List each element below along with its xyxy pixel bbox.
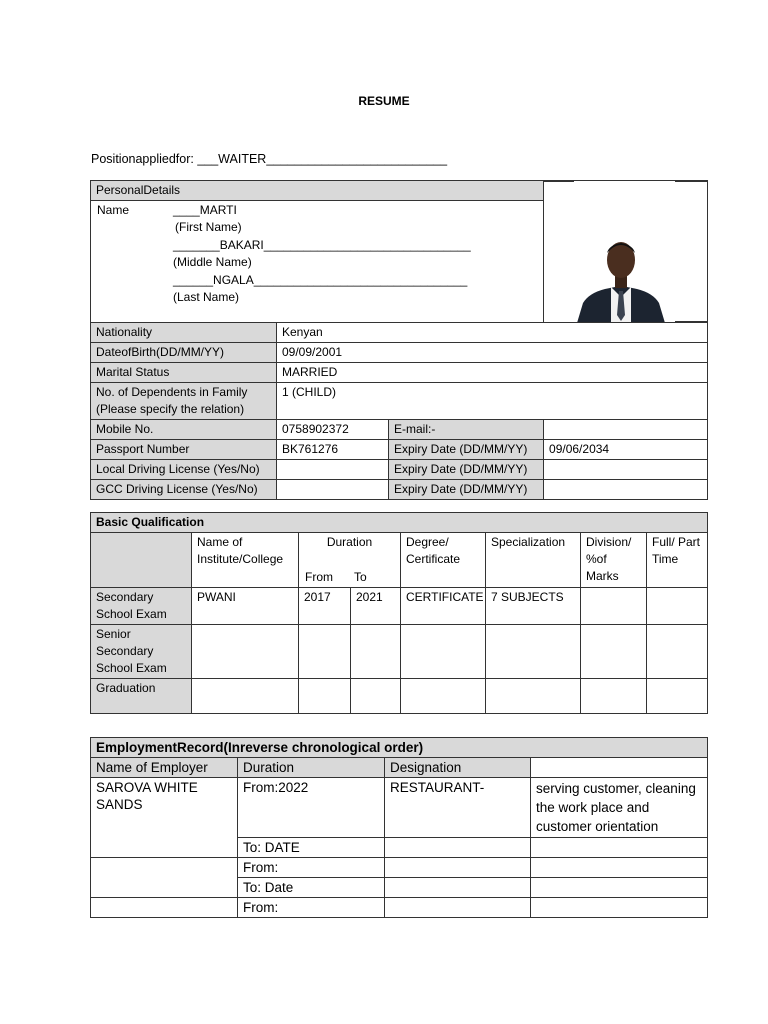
employment-duties-cont: [531, 838, 708, 858]
col-duties-header: [531, 758, 708, 778]
qual-level-header: [91, 533, 192, 588]
employment-duties: serving customer, cleaning the work place and customer orientation: [531, 778, 708, 838]
resume-title: RESUME: [358, 94, 410, 108]
col-from: From: [305, 569, 333, 584]
qualification-header: Basic Qualification: [91, 513, 708, 533]
qual-to: 2021: [351, 587, 401, 624]
middle-name-value: _______BAKARI_______________________________: [173, 238, 471, 252]
employment-to: To: Date: [238, 878, 385, 898]
employment-from: From:: [238, 898, 385, 918]
col-to: To: [354, 569, 367, 584]
dependents-label-line1: No. of Dependents in Family: [96, 385, 248, 399]
employment-from: From:: [238, 858, 385, 878]
gcc-license-label: GCC Driving License (Yes/No): [91, 480, 277, 500]
dependents-label: [91, 383, 277, 420]
employment-header: EmploymentRecord(Inreverse chronological order): [91, 738, 708, 758]
employment-designation-cont: [385, 878, 531, 898]
passport-expiry-value: 09/06/2034: [544, 440, 708, 460]
col-institute: Name of Institute/College: [192, 533, 299, 588]
first-name-caption: (First Name): [175, 220, 242, 234]
employment-duties-cont: [531, 878, 708, 898]
qual-specialization: [486, 624, 581, 678]
passport-expiry-label: Expiry Date (DD/MM/YY): [389, 440, 544, 460]
col-specialization: Specialization: [486, 533, 581, 588]
local-license-expiry-value: [544, 460, 708, 480]
email-label: E-mail:-: [389, 420, 544, 440]
qual-division: [581, 678, 647, 713]
name-label: Name: [97, 203, 130, 217]
local-license-expiry-label: Expiry Date (DD/MM/YY): [389, 460, 544, 480]
dob-value: 09/09/2001: [277, 343, 708, 363]
employment-to: To: DATE: [238, 838, 385, 858]
col-employer: Name of Employer: [91, 758, 238, 778]
employment-designation: [385, 898, 531, 918]
qual-division: [581, 624, 647, 678]
personal-details-header: PersonalDetails: [91, 181, 544, 201]
nationality-label: Nationality: [91, 323, 277, 343]
passport-value: BK761276: [277, 440, 389, 460]
dependents-label-line2: (Please specify the relation): [96, 402, 245, 416]
mobile-label: Mobile No.: [91, 420, 277, 440]
qual-institute: [192, 624, 299, 678]
marital-value: MARRIED: [277, 363, 708, 383]
employer-name: [91, 898, 238, 918]
marital-label: Marital Status: [91, 363, 277, 383]
qual-specialization: [486, 678, 581, 713]
qual-division: [581, 587, 647, 624]
first-name-value: ____MARTI: [173, 203, 237, 217]
qual-to: [351, 624, 401, 678]
qual-level: Graduation: [91, 678, 192, 713]
name-block: [91, 201, 544, 323]
col-emp-duration: Duration: [238, 758, 385, 778]
gcc-license-value: [277, 480, 389, 500]
last-name-caption: (Last Name): [173, 290, 240, 304]
employment-duties: [531, 858, 708, 878]
employment-designation-cont: [385, 838, 531, 858]
qual-institute: PWANI: [192, 587, 299, 624]
qual-full: [647, 624, 708, 678]
photo-cell: [544, 181, 708, 323]
qual-degree: CERTIFICATE: [401, 587, 486, 624]
col-full-part: Full/ Part Time: [647, 533, 708, 588]
employment-from: From:2022: [238, 778, 385, 838]
position-applied: Positionappliedfor: ___WAITER__________________________: [91, 152, 448, 166]
gcc-license-expiry-value: [544, 480, 708, 500]
employer-name: [91, 858, 238, 898]
qual-level: Senior Secondary School Exam: [91, 624, 192, 678]
col-duration: Duration: [299, 533, 401, 553]
duration-subheader: [299, 552, 401, 587]
qual-full: [647, 678, 708, 713]
qual-from: [299, 678, 351, 713]
local-license-label: Local Driving License (Yes/No): [91, 460, 277, 480]
dob-label: DateofBirth(DD/MM/YY): [91, 343, 277, 363]
employer-name: SAROVA WHITE SANDS: [91, 778, 238, 858]
qual-institute: [192, 678, 299, 713]
gcc-license-expiry-label: Expiry Date (DD/MM/YY): [389, 480, 544, 500]
passport-label: Passport Number: [91, 440, 277, 460]
col-designation: Designation: [385, 758, 531, 778]
employment-duties: [531, 898, 708, 918]
nationality-value: Kenyan: [277, 323, 708, 343]
qualification-table: [90, 512, 708, 714]
mobile-value: 0758902372: [277, 420, 389, 440]
employment-designation: RESTAURANT-: [385, 778, 531, 838]
personal-details-table: [90, 180, 708, 500]
col-degree: Degree/ Certificate: [401, 533, 486, 588]
qual-from: [299, 624, 351, 678]
qual-full: [647, 587, 708, 624]
profile-photo: [575, 233, 667, 323]
dependents-value: 1 (CHILD): [277, 383, 708, 420]
col-division: Division/ %of Marks: [581, 533, 647, 588]
qual-specialization: 7 SUBJECTS: [486, 587, 581, 624]
qual-degree: [401, 678, 486, 713]
local-license-value: [277, 460, 389, 480]
employment-designation: [385, 858, 531, 878]
last-name-value: ______NGALA________________________________: [173, 273, 468, 287]
qual-degree: [401, 624, 486, 678]
employment-table: [90, 737, 708, 918]
qual-from: 2017: [299, 587, 351, 624]
qual-to: [351, 678, 401, 713]
qual-level: Secondary School Exam: [91, 587, 192, 624]
middle-name-caption: (Middle Name): [173, 255, 252, 269]
email-value: [544, 420, 708, 440]
